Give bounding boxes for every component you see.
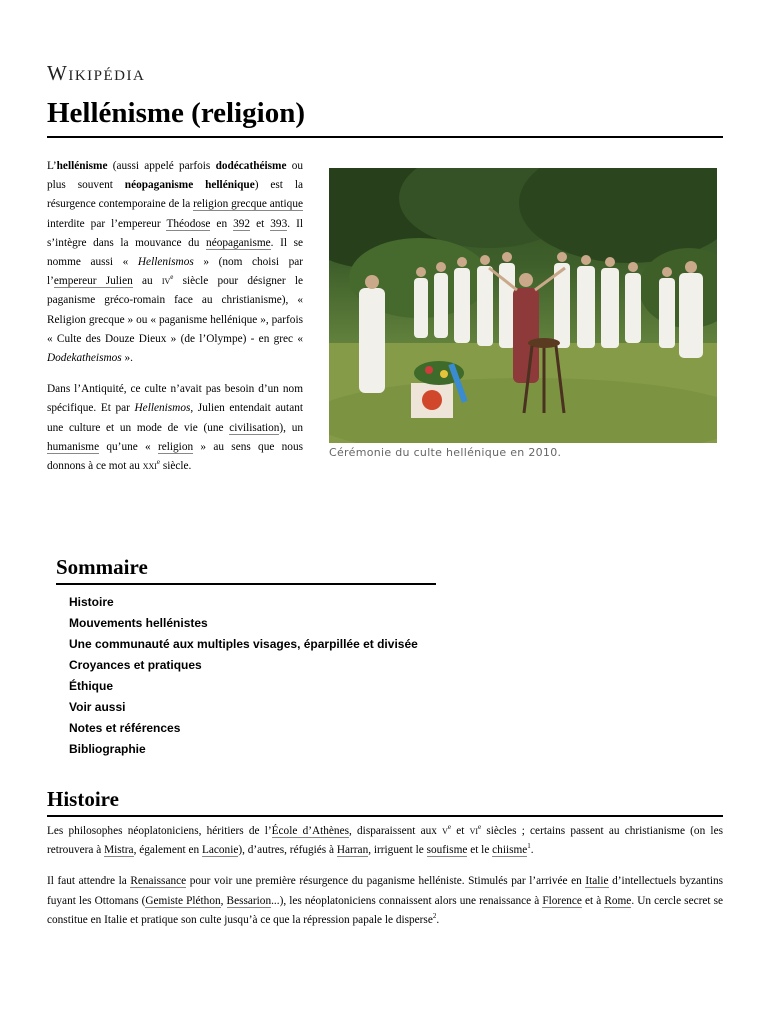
- century-numeral: v: [442, 825, 448, 837]
- text-run: siècle pour désigner le paganisme gréco-romain face au christianisme), « Religion grecque » ou « paganisme hellénique », parfois « Culte des Douze Dieux » (de l’Olympe) - en grec «: [47, 275, 304, 345]
- text-run: ), d’autres, réfugiés à: [238, 844, 337, 857]
- text-run: , irriguent le: [368, 844, 427, 857]
- italic-term: Hellenismos: [137, 256, 194, 269]
- histoire-paragraph-2: [47, 872, 723, 930]
- superscript: 1: [527, 842, 531, 851]
- toc-item-mouvements[interactable]: Mouvements hellénistes: [69, 616, 208, 630]
- text-run: Les philosophes néoplatoniciens, héritiers de l’: [47, 825, 272, 837]
- italic-term: Hellenismos: [134, 402, 191, 415]
- text-run: L’: [47, 160, 57, 172]
- text-run: d’intellectuels byzantins fuyant les Ottomans (: [47, 875, 724, 907]
- inline-link[interactable]: Mistra: [104, 844, 134, 857]
- text-run: ) est la résurgence contemporaine de la: [47, 179, 303, 211]
- toc-item-voir-aussi[interactable]: Voir aussi: [69, 700, 126, 714]
- inline-link[interactable]: 392: [233, 217, 251, 230]
- inline-link[interactable]: Gemiste Pléthon: [145, 894, 221, 907]
- inline-link[interactable]: humanisme: [47, 440, 100, 453]
- inline-link[interactable]: religion grecque antique: [193, 198, 303, 211]
- superscript: 2: [432, 912, 437, 921]
- toc-divider: [56, 583, 436, 585]
- text-run: .: [436, 913, 440, 926]
- text-run: ou plus souvent: [47, 160, 303, 192]
- title-divider: [47, 136, 723, 138]
- text-run: » (nom choisi par l’: [47, 256, 303, 288]
- text-run: et: [250, 217, 271, 230]
- text-run: et: [451, 825, 470, 837]
- lead-paragraph-2: [47, 380, 303, 476]
- text-run: et le: [467, 844, 493, 857]
- text-run: ), un: [279, 421, 303, 434]
- inline-link[interactable]: Italie: [585, 875, 609, 888]
- toc-title: Sommaire: [56, 555, 148, 579]
- text-run: , disparaissent aux: [349, 825, 443, 837]
- section-divider: [47, 815, 723, 817]
- text-run: ».: [121, 352, 133, 365]
- toc-item-notes[interactable]: Notes et références: [69, 721, 181, 735]
- text-run: pour voir une première résurgence du paganisme helléniste. Stimulés par l’arrivée en: [186, 875, 586, 888]
- inline-link[interactable]: Florence: [542, 894, 582, 907]
- infobox-figure: [329, 168, 717, 459]
- inline-link[interactable]: 393: [270, 217, 288, 230]
- text-run: interdite par l’empereur: [47, 217, 167, 230]
- inline-link[interactable]: Laconie: [201, 844, 239, 857]
- inline-link[interactable]: civilisation: [229, 421, 280, 434]
- text-run: , Julien entendait autant une culture et un mode de vie (une: [47, 402, 303, 434]
- inline-link[interactable]: religion: [157, 440, 194, 453]
- superscript: e: [447, 823, 452, 832]
- inline-link[interactable]: Théodose: [166, 217, 211, 230]
- toc-item-histoire[interactable]: Histoire: [69, 595, 114, 609]
- inline-link[interactable]: empereur Julien: [53, 275, 133, 288]
- text-run: (aussi appelé parfois: [107, 160, 216, 172]
- inline-link[interactable]: École d’Athènes: [271, 825, 349, 837]
- toc-item-bibliographie[interactable]: Bibliographie: [69, 742, 146, 756]
- text-run: au: [132, 275, 162, 288]
- lead-paragraph-1: [47, 157, 303, 368]
- toc-list: [69, 592, 436, 760]
- ceremony-illustration: [329, 168, 717, 443]
- bold-term: hellénisme: [56, 160, 108, 172]
- inline-link[interactable]: Bessarion: [226, 894, 272, 907]
- inline-link[interactable]: néopaganisme: [206, 236, 271, 249]
- ceremony-photo[interactable]: [329, 168, 717, 443]
- lead-section: [47, 157, 303, 488]
- figure-caption: Cérémonie du culte hellénique en 2010.: [329, 446, 562, 459]
- toc-item-communaute[interactable]: Une communauté aux multiples visages, éparpillée et divisée: [69, 637, 418, 651]
- text-run: siècle.: [160, 460, 192, 473]
- bold-term: néopaganisme hellénique: [124, 179, 255, 192]
- bold-term: dodécathéisme: [215, 160, 287, 172]
- text-run: ...), les néoplatoniciens connaissent alors une renaissance à: [271, 894, 543, 907]
- section-heading-histoire: Histoire: [47, 787, 119, 811]
- text-run: . Il se nomme aussi «: [47, 236, 303, 269]
- table-of-contents: [56, 555, 436, 760]
- text-run: Dans l’Antiquité, ce culte n’avait pas besoin d’un nom spécifique. Et par: [47, 383, 303, 415]
- century-numeral: xxi: [142, 460, 157, 473]
- inline-link[interactable]: Harran: [336, 844, 369, 857]
- text-run: Il faut attendre la: [47, 875, 131, 888]
- text-run: et à: [581, 894, 605, 907]
- wikipedia-logo[interactable]: Wikipédia: [47, 61, 146, 85]
- text-run: qu’une «: [99, 440, 158, 453]
- superscript: e: [156, 458, 161, 467]
- inline-link[interactable]: Rome: [604, 894, 632, 907]
- text-run: en: [210, 217, 234, 230]
- inline-link[interactable]: Renaissance: [130, 875, 187, 888]
- histoire-paragraph-1: [47, 822, 723, 860]
- text-run: . Un cercle secret se constitue en Italie et pratique son culte jusqu’à ce que la répression papale le disperse: [47, 894, 724, 926]
- inline-link[interactable]: soufisme: [426, 844, 468, 857]
- text-run: . Il s’intègre dans la mouvance du: [47, 217, 303, 249]
- text-run: » au sens que nous donnons à ce mot au: [47, 440, 303, 473]
- text-run: .: [530, 844, 534, 857]
- toc-item-croyances[interactable]: Croyances et pratiques: [69, 658, 202, 672]
- text-run: , également en: [133, 844, 202, 857]
- page-title: Hellénisme (religion): [47, 97, 305, 129]
- century-numeral: iv: [161, 275, 171, 288]
- toc-item-ethique[interactable]: Éthique: [69, 679, 113, 693]
- text-run: ,: [220, 894, 227, 907]
- superscript: e: [478, 823, 482, 832]
- italic-term: Dodekatheismos: [47, 352, 122, 365]
- text-run: siècles ; certains passent au christianisme (on les retrouvera à: [47, 825, 723, 857]
- histoire-section: [47, 822, 723, 942]
- superscript: e: [170, 273, 174, 282]
- century-numeral: vi: [469, 825, 479, 837]
- inline-link[interactable]: chiisme: [492, 844, 528, 857]
